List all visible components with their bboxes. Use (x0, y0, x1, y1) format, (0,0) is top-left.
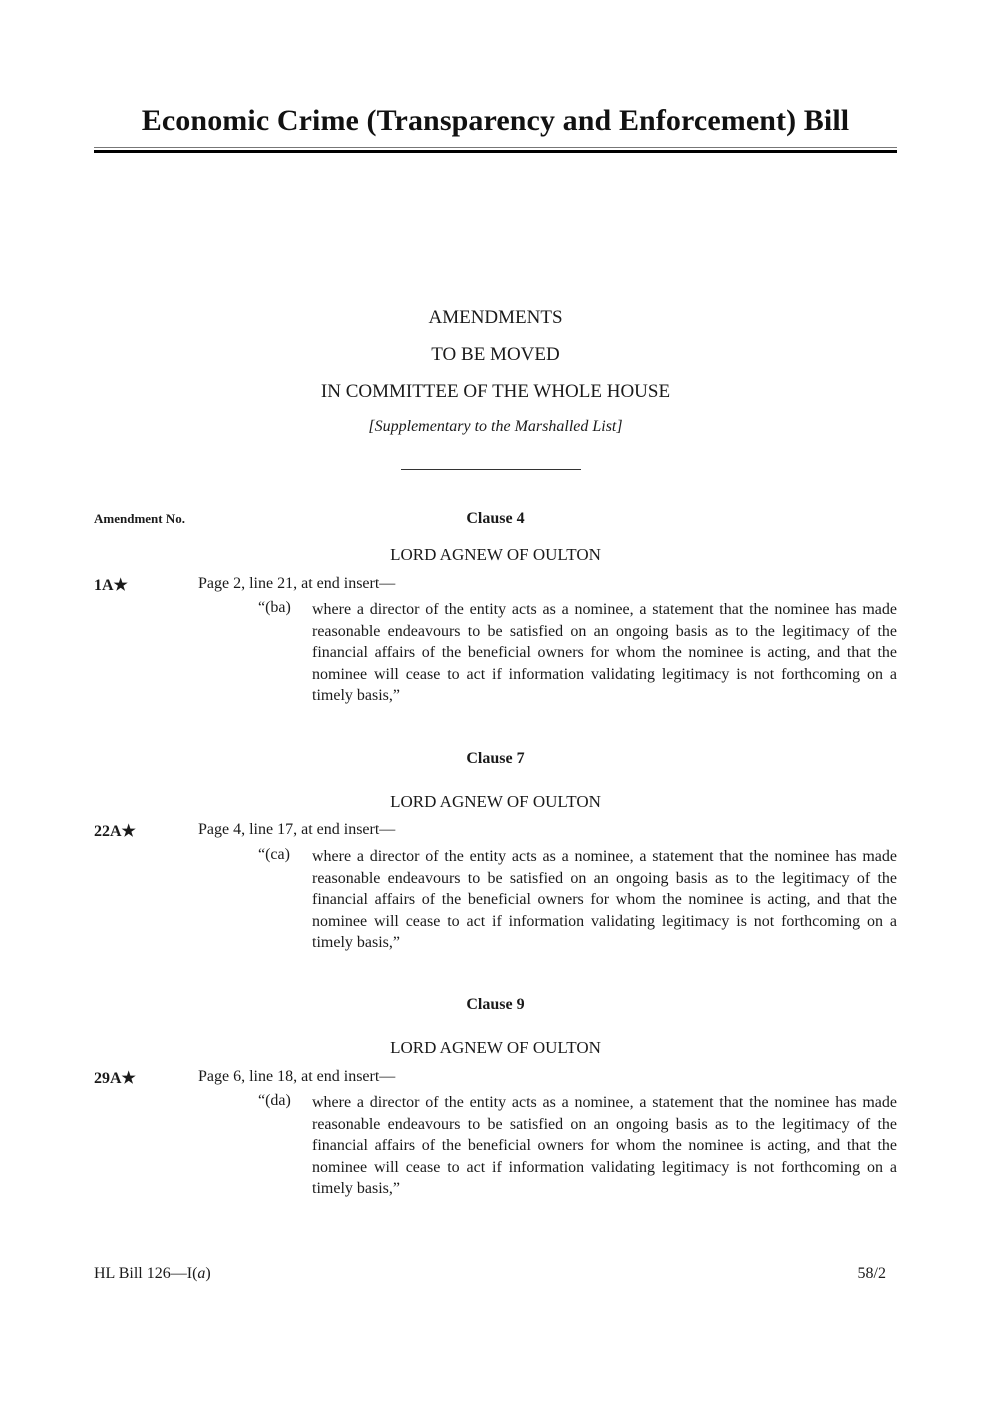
page-reference: Page 6, line 18, at end insert— (198, 1068, 396, 1085)
bill-ref-suffix: ) (205, 1265, 211, 1282)
amendment-text: where a director of the entity acts as a nominee, a statement that the nominee has made reasonable endeavours to be satisfied on an ongoing basis as to the legitimacy of the financial affairs of the beneficial owners for whom the nominee is acting, and that the nominee will cease to act if information validating legitimacy is not forthcoming on a timely basis,” (312, 1094, 897, 1197)
amendment-text: where a director of the entity acts as a nominee, a statement that the nominee has made reasonable endeavours to be satisfied on an ongoing basis as to the legitimacy of the financial affairs of the beneficial owners for whom the nominee is acting, and that the nominee will cease to act if information validating legitimacy is not forthcoming on a timely basis,” (312, 848, 897, 951)
clause-heading: Clause 4 (466, 510, 525, 527)
page-reference: Page 2, line 21, at end insert— (198, 575, 396, 592)
member-name: LORD AGNEW OF OULTON (390, 792, 601, 811)
separator-line (401, 469, 581, 470)
amendment-text: where a director of the entity acts as a nominee, a statement that the nominee has made reasonable endeavours to be satisfied on an ongoing basis as to the legitimacy of the financial affairs of the beneficial owners for whom the nominee is acting, and that the nominee will cease to act if information validating legitimacy is not forthcoming on a timely basis,” (312, 601, 897, 704)
heading-amendments: AMENDMENTS (428, 307, 563, 328)
amendment-number: 22A★ (94, 823, 136, 840)
title-rule-thin (94, 147, 897, 148)
member-name: LORD AGNEW OF OULTON (390, 1038, 601, 1057)
paragraph-label: “(ba) (258, 599, 291, 616)
page-code: 58/2 (857, 1265, 886, 1282)
member-name: LORD AGNEW OF OULTON (390, 545, 601, 564)
bill-ref-italic: a (197, 1265, 206, 1282)
document-title: Economic Crime (Transparency and Enforcement) Bill (141, 104, 850, 137)
amendment-number: 29A★ (94, 1070, 136, 1087)
page-reference: Page 4, line 17, at end insert— (198, 821, 396, 838)
heading-to-be-moved: TO BE MOVED (431, 344, 560, 365)
paragraph-label: “(ca) (258, 846, 290, 863)
amendment-no-label-text: Amendment No. (94, 511, 185, 526)
paragraph-label: “(da) (258, 1092, 291, 1109)
heading-committee: IN COMMITTEE OF THE WHOLE HOUSE (320, 381, 671, 402)
bill-ref-prefix: HL Bill 126—I( (94, 1265, 198, 1282)
bill-reference (94, 1265, 211, 1283)
title-rule-thick (94, 150, 897, 153)
amendment-number: 1A★ (94, 577, 128, 594)
clause-heading: Clause 7 (466, 750, 525, 767)
subtitle: [Supplementary to the Marshalled List] (368, 418, 623, 435)
clause-heading: Clause 9 (466, 996, 525, 1013)
